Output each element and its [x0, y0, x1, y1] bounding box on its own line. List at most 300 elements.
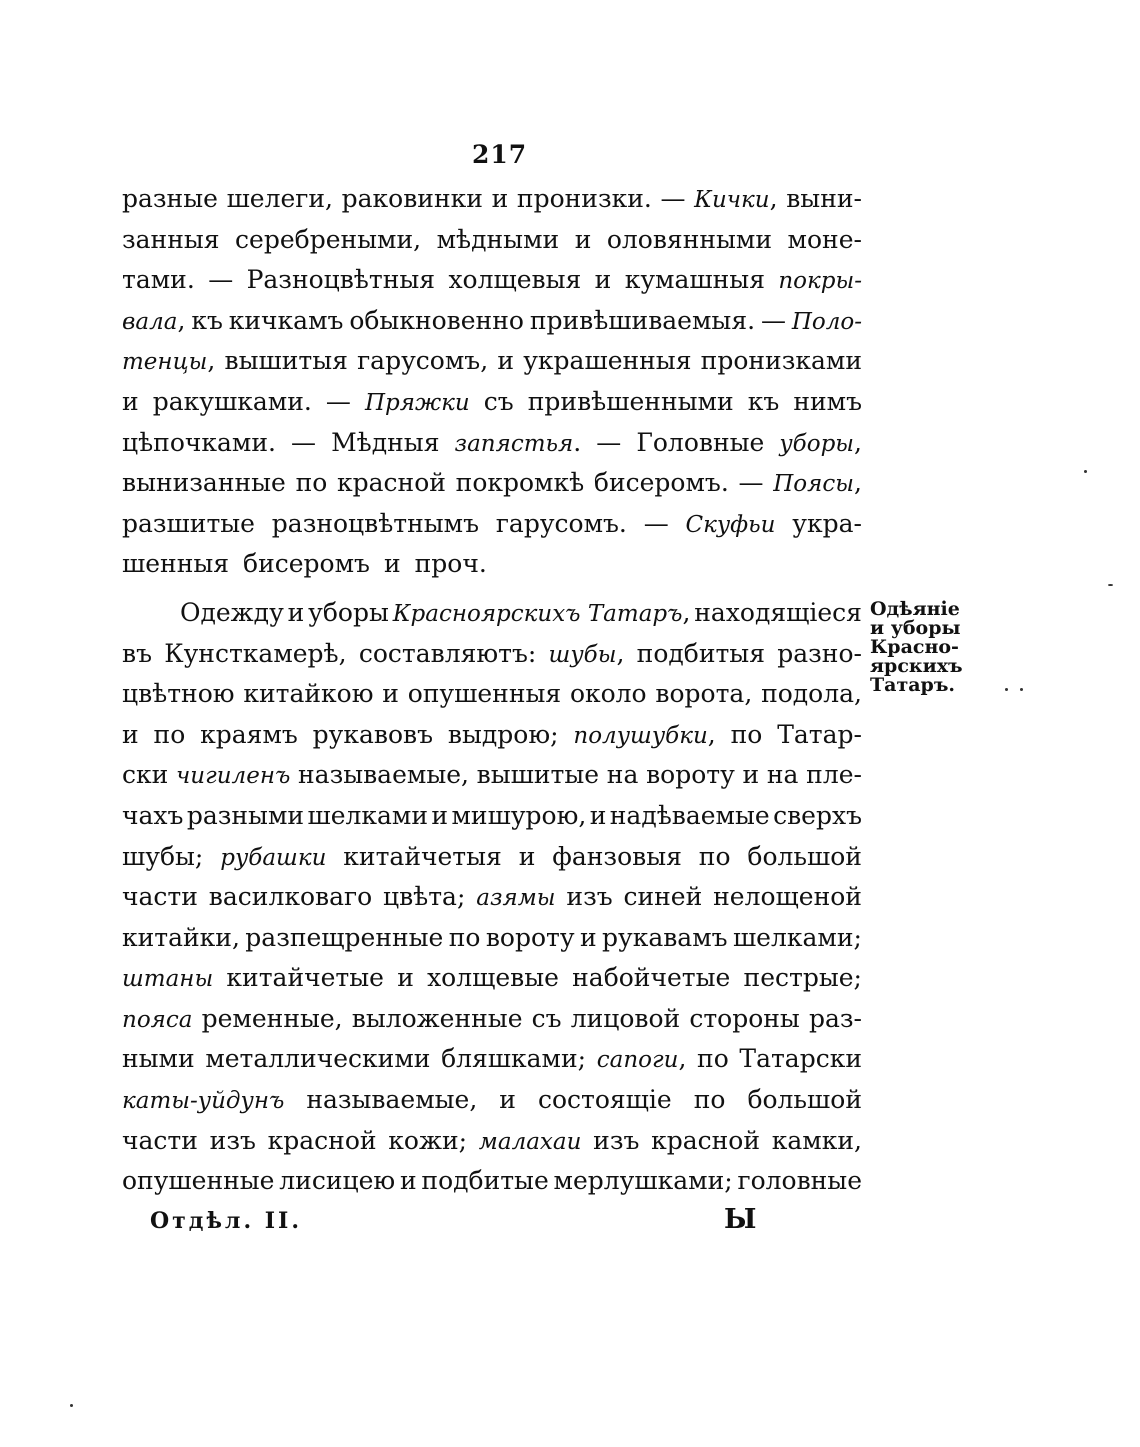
word-text: шелеги, [226, 184, 333, 213]
word-text: Татарски [739, 1044, 862, 1074]
word-text: уборы [308, 597, 389, 627]
word [595, 265, 612, 294]
word-text: выни- [786, 184, 862, 213]
word [298, 760, 469, 789]
word [747, 1085, 862, 1114]
word-text: и [383, 549, 401, 579]
word [397, 963, 414, 992]
word-text: занныя [122, 224, 220, 254]
word [122, 1166, 274, 1195]
italic-word: Скуфьи [685, 511, 776, 538]
margin-note-line: Красно- [870, 636, 959, 658]
word [570, 679, 647, 708]
word-text: проч. [414, 549, 487, 579]
word-text: Мѣдныя [331, 427, 440, 457]
word [655, 679, 752, 708]
word-text: ременные, [201, 1003, 343, 1033]
word [209, 882, 372, 911]
speck [1005, 688, 1008, 691]
word-text: набойчетые [572, 963, 731, 993]
word-text: металлическими [205, 1044, 431, 1074]
word [122, 720, 139, 749]
word-text: Татар- [777, 719, 862, 749]
italic-word: Поясы [773, 471, 854, 498]
word-text: и [574, 224, 592, 254]
italic-word: штаны [122, 966, 214, 993]
word [200, 720, 298, 749]
word-text: большой [747, 841, 862, 871]
word [122, 346, 215, 375]
word-text: мишурою, [451, 800, 587, 830]
word [383, 882, 465, 911]
word-text: цвѣтною [122, 679, 235, 709]
word-text: и [491, 184, 509, 213]
main-text [122, 184, 862, 1207]
word-text: пронизки. [516, 184, 652, 213]
text-line [122, 1004, 862, 1045]
word [122, 1126, 198, 1155]
word-text: пестрые; [743, 963, 862, 993]
word-text: краямъ [200, 719, 298, 749]
word-text: составляютъ: [358, 638, 537, 668]
word [552, 842, 682, 871]
word [229, 306, 344, 335]
word-text: — [660, 184, 686, 213]
word [778, 265, 862, 294]
margin-note [870, 600, 980, 695]
text-line [122, 1044, 862, 1085]
italic-word: азямы [476, 885, 556, 912]
word [164, 639, 346, 668]
word [451, 801, 586, 830]
text-line [122, 639, 862, 680]
word-text: нелощеной [713, 882, 862, 912]
word-text: китайкою [243, 679, 374, 709]
word [580, 923, 597, 952]
word-text: шелками; [732, 922, 862, 952]
word-text: Кунсткамерѣ, [164, 638, 347, 668]
word [187, 801, 304, 830]
word-text: ракушками. [152, 386, 312, 416]
word [476, 882, 555, 911]
word [227, 184, 333, 213]
word [499, 1085, 516, 1114]
word-text: и [497, 346, 515, 376]
text-line [122, 882, 862, 923]
word [431, 801, 448, 830]
word [777, 720, 862, 749]
word-text: съ [483, 386, 514, 416]
text-line [122, 760, 862, 801]
word [382, 679, 399, 708]
word [484, 387, 514, 416]
word-text: пле- [806, 760, 862, 790]
word [308, 598, 389, 627]
text-line [122, 923, 862, 964]
word [590, 801, 607, 830]
word-text: по [693, 1085, 726, 1115]
word [596, 428, 621, 457]
word-text: обыкновенно [349, 305, 524, 335]
word [307, 801, 428, 830]
word [122, 1004, 192, 1033]
italic-word: шубы [548, 641, 617, 668]
word [517, 184, 652, 213]
word [122, 468, 286, 497]
word [697, 1044, 729, 1073]
text-line [122, 225, 862, 266]
word [809, 1004, 862, 1033]
word-text: шубы; [122, 841, 204, 871]
word [492, 184, 509, 213]
italic-word: Красноярскихъ Татаръ [392, 600, 683, 627]
word-text: и [397, 963, 414, 993]
word-text: къ [747, 386, 780, 416]
word [747, 842, 862, 871]
word [549, 639, 625, 668]
word [331, 428, 439, 457]
word [777, 639, 862, 668]
punctuation: , [678, 1044, 687, 1074]
word [530, 306, 755, 335]
word [644, 509, 669, 538]
word-text: синей [623, 882, 703, 912]
word-text: по [698, 841, 731, 871]
text-line [122, 720, 862, 761]
word [793, 387, 862, 416]
word [272, 509, 479, 538]
word [384, 549, 401, 578]
word [761, 679, 862, 708]
text-line [122, 842, 862, 883]
word [597, 1044, 687, 1073]
word [243, 679, 373, 708]
word [180, 598, 284, 627]
word [701, 346, 862, 375]
word [176, 760, 290, 789]
word-text: съ [531, 1003, 562, 1033]
italic-word: Пряжки [364, 389, 470, 416]
word [202, 1004, 343, 1033]
word [636, 428, 764, 457]
word [532, 1004, 562, 1033]
italic-word: запястья [454, 430, 574, 457]
word [288, 598, 305, 627]
word-text: привѣшиваемыя. [529, 305, 756, 335]
punctuation: , [616, 638, 625, 668]
margin-note-line: Татаръ. [870, 674, 956, 696]
word-text: раз- [808, 1003, 862, 1033]
punctuation: , [207, 346, 216, 376]
italic-word: пояса [122, 1006, 193, 1033]
word [388, 1126, 467, 1155]
word-text: разно- [777, 638, 862, 668]
word-text: изъ [593, 1125, 640, 1155]
word-text: вышитые [476, 760, 600, 790]
punctuation: , [854, 427, 862, 457]
word-text: части [122, 882, 198, 912]
word [122, 1085, 284, 1114]
word-text: украшенныя [523, 346, 692, 376]
word-text: гарусомъ. [495, 508, 627, 538]
word [731, 720, 763, 749]
word-text: разные [122, 184, 218, 213]
word-text: опушенные [122, 1166, 275, 1196]
word-text: мѣдными [436, 224, 560, 254]
word-text: и [594, 265, 612, 295]
word-text: разными [186, 800, 305, 830]
word [660, 184, 685, 213]
word-text: укра- [792, 508, 862, 538]
word-text: подола, [761, 679, 862, 709]
italic-word: Поло- [791, 308, 862, 335]
word [122, 963, 213, 992]
word [427, 963, 559, 992]
word [685, 509, 775, 538]
word-text: красной [267, 1125, 377, 1155]
word [191, 306, 223, 335]
word-text: Головные [636, 427, 765, 457]
word [788, 225, 862, 254]
page-number: 217 [472, 140, 528, 169]
word-text: выложенные [351, 1003, 523, 1033]
word [806, 760, 862, 789]
word [153, 387, 312, 416]
punctuation: , [177, 305, 186, 335]
word [122, 639, 152, 668]
word [245, 923, 443, 952]
word [689, 1004, 800, 1033]
italic-word: тенцы [122, 349, 208, 376]
text-line [122, 1126, 862, 1167]
word-text: и [382, 679, 399, 709]
word [352, 1004, 523, 1033]
word [767, 760, 799, 789]
word-text: по [697, 1044, 729, 1074]
word [337, 468, 446, 497]
text-line [122, 963, 862, 1004]
word-text: и [122, 386, 139, 416]
word-text: кожи; [388, 1125, 468, 1155]
word-text: на [766, 760, 799, 790]
word [365, 387, 470, 416]
italic-word: рубашки [220, 844, 327, 871]
margin-note-line: ярскихъ [870, 655, 963, 677]
italic-word: уборы [779, 430, 855, 457]
word [479, 1126, 582, 1155]
word-text: василковаго [208, 882, 373, 912]
word [594, 468, 729, 497]
word-text: холщевые [427, 963, 559, 993]
word [421, 1166, 548, 1195]
word [122, 509, 255, 538]
word [572, 963, 730, 992]
word-text: мерлушками; [553, 1166, 733, 1196]
word [448, 720, 559, 749]
word [122, 760, 168, 789]
word [122, 882, 198, 911]
word-text: красной [651, 1125, 761, 1155]
word [486, 923, 575, 952]
word-text: фанзовыя [552, 841, 682, 871]
word-text: разноцвѣтнымъ [271, 508, 480, 538]
word [571, 1004, 680, 1033]
italic-word: сапоги [596, 1047, 679, 1074]
word [575, 225, 592, 254]
word-text: и [431, 800, 449, 830]
speck [1020, 688, 1023, 691]
word-text: — [208, 265, 234, 295]
word-text: камки, [771, 1125, 862, 1155]
word [122, 306, 185, 335]
word [122, 923, 240, 952]
text-line [122, 509, 862, 550]
word [268, 1126, 377, 1155]
word-text: лицовой [570, 1003, 681, 1033]
word [792, 509, 862, 538]
word [786, 184, 862, 213]
word-text: сверхъ [773, 800, 862, 830]
word-text: гарусомъ, [357, 346, 489, 376]
word [779, 428, 862, 457]
word [208, 265, 233, 294]
italic-word: покры- [778, 268, 862, 295]
word-text: и [399, 1166, 417, 1196]
italic-word: чигиленъ [176, 763, 291, 790]
italic-word: каты-уйдунъ [122, 1088, 285, 1115]
word [326, 387, 351, 416]
word-text: въ [122, 638, 152, 668]
word [497, 346, 514, 375]
punctuation: , [769, 184, 778, 213]
word-text: головные [737, 1166, 862, 1196]
text-line [122, 184, 862, 225]
word-text: по [153, 719, 186, 749]
word-text: и [579, 922, 597, 952]
word [773, 801, 862, 830]
word [694, 184, 777, 213]
word [713, 882, 862, 911]
word [235, 225, 421, 254]
word [154, 720, 186, 749]
word-text: находящіеся [694, 597, 862, 627]
word-text: и [122, 719, 139, 749]
word [455, 428, 582, 457]
word-text: Одежду [180, 597, 284, 627]
word-text: вороту [646, 760, 735, 790]
word-text: китайки, [122, 922, 240, 952]
italic-word: малахаи [478, 1128, 582, 1155]
word-text: нимъ [793, 386, 862, 416]
word [359, 639, 536, 668]
word [448, 265, 581, 294]
text-line [122, 468, 862, 509]
word [122, 842, 203, 871]
word-text: и [499, 1085, 516, 1115]
word-text: и [589, 800, 607, 830]
word [651, 1126, 760, 1155]
word-text: вороту [485, 922, 575, 952]
word-text: называемые, [298, 760, 469, 790]
text-line [122, 265, 862, 306]
word-text: и [518, 841, 536, 871]
footer-signature-mark: Ы [724, 1204, 757, 1235]
word-text: выдрою; [447, 719, 559, 749]
word [625, 265, 765, 294]
word-text: серебреными, [235, 224, 422, 254]
word [623, 882, 702, 911]
word-text: вынизанные [122, 468, 286, 498]
word [694, 598, 862, 627]
word-text: рукавамъ [601, 922, 728, 952]
punctuation: . [573, 427, 582, 457]
word [607, 225, 772, 254]
word-text: около [569, 679, 647, 709]
word-text: вышитыя [224, 346, 348, 376]
word [122, 387, 139, 416]
word-text: по [730, 719, 763, 749]
word [737, 1166, 862, 1195]
word-text: бисеромъ. [593, 468, 729, 498]
word [243, 549, 370, 578]
word [554, 1166, 733, 1195]
word-text: — [325, 386, 351, 416]
word-text: китайчетыя [343, 841, 502, 871]
word-text: бляшками; [441, 1044, 587, 1074]
margin-note-line: Одѣяніе [870, 598, 960, 620]
word-text: надѣваемые [609, 800, 770, 830]
word-text: опушенныя [407, 679, 562, 709]
word-text: части [122, 1125, 198, 1155]
word-text: къ [191, 305, 223, 335]
text-line [122, 549, 862, 590]
word [400, 1166, 417, 1195]
italic-word: полушубки [573, 722, 708, 749]
word [122, 184, 218, 213]
word-text: холщевыя [448, 265, 582, 295]
word-text: на [606, 760, 639, 790]
word [313, 720, 433, 749]
word [523, 346, 691, 375]
word-text: тами. [122, 265, 195, 295]
word [247, 265, 435, 294]
word [441, 1044, 586, 1073]
word [296, 468, 328, 497]
word-text: — [643, 508, 669, 538]
word [610, 801, 770, 830]
word [761, 306, 786, 335]
word-text: шенныя [122, 549, 230, 579]
word [593, 1126, 639, 1155]
word [220, 842, 326, 871]
word-text: Разноцвѣтныя [246, 265, 436, 295]
word-text: чахъ [122, 800, 184, 830]
word-text: по [448, 922, 481, 952]
speck [1108, 584, 1113, 586]
word-text: покромкѣ [455, 468, 585, 498]
text-line [122, 428, 862, 469]
word [122, 679, 235, 708]
word-text: — [291, 427, 317, 457]
word [122, 265, 195, 294]
word [772, 1126, 862, 1155]
text-line [122, 346, 862, 387]
word-text: красной [337, 468, 446, 498]
word [437, 225, 560, 254]
text-line [122, 1085, 862, 1126]
word [733, 923, 862, 952]
word-text: изъ [209, 1125, 256, 1155]
